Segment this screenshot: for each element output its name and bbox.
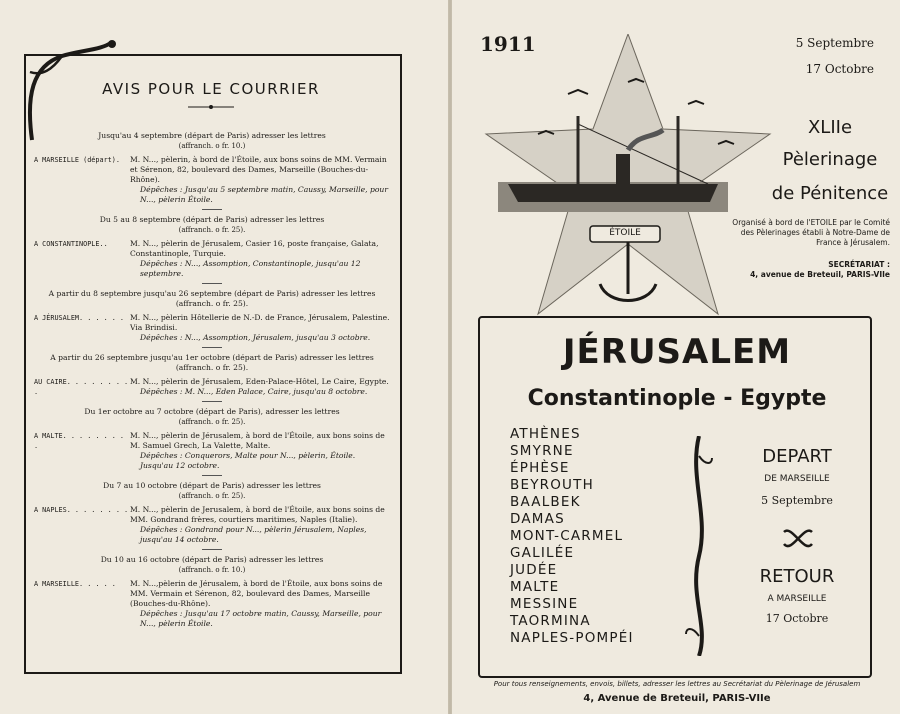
address-text: M. N..., pèlerin de Jerusalem, à bord de l'Étoile, aux bons soins de MM. Gondrand frères, courtiers maritimes, Naples (Italie). [130,505,385,524]
mail-entry [34,313,390,343]
period-text: Du 7 au 10 octobre (départ de Paris) adresser les lettres [103,481,321,490]
scroll-ornament-icon [780,524,816,554]
postage: (affranch. o fr. 25). [178,226,246,234]
return-place: A MARSEILLE [767,594,827,604]
destination-item: DAMAS [510,511,565,527]
departure-date: 5 Septembre [761,494,833,507]
postage: (affranch. o fr. 25). [178,492,246,500]
destination-item: ÉPHÈSE [510,460,570,476]
title-ornament-icon [188,104,234,110]
period-text: A partir du 26 septembre jusqu'au 1er octobre (départ de Paris) adresser les lettres (affranch. o fr. 25). [50,353,374,372]
right-page [452,0,900,714]
city-label: AU CAIRE. . . . . . . . . [34,378,129,396]
telegram-text: Dépêches : N..., Assomption, Jérusalem, jusqu'au 3 octobre. [140,333,371,342]
destination-item: NAPLES-POMPÉI [510,630,634,646]
mail-entry [34,579,390,629]
destination-list [510,426,634,647]
postage: (affranch. o fr. 25). [178,418,246,426]
left-page [0,0,448,714]
destination-item: ATHÈNES [510,426,581,442]
telegram-text: Dépêches : Gondrand pour N..., pèlerin Jérusalem, Naples, jusqu'au 14 octobre. [140,525,367,544]
return-label: RETOUR [759,566,835,587]
footer-info: Pour tous renseignements, envois, billets, adresser les lettres au Secrétariat du Pèlerinage de Jérusalem [493,680,861,688]
star-ship-illustration-icon [478,34,778,324]
end-date: 17 Octobre [805,62,874,76]
city-label: A MARSEILLE. . . . . [34,580,116,588]
penitence-label: de Pénitence [771,183,889,204]
organizer-text: Organisé à bord de l'ETOILE par le Comité des Pèlerinages établi à Notre-Dame de France à Jérusalem. [732,218,890,247]
destination-item: JUDÉE [510,562,558,578]
return-date: 17 Octobre [765,612,829,625]
mail-schedule [34,126,390,629]
pilgrimage-label: Pèlerinage [782,149,878,170]
destination-item: BAALBEK [510,494,581,510]
address-text: M. N..., pèlerin, à bord de l'Étoile, aux bons soins de MM. Vermain et Sérenon, 82, boulevard des Dames, Marseille (Bouches-du-Rhône). [130,155,387,184]
telegram-text: Dépêches : Conquerors, Malte pour N..., pèlerin, Étoile. Jusqu'au 12 octobre. [140,451,356,470]
mail-entry [34,505,390,545]
telegram-text: Dépêches : M. N..., Eden Palace, Caire, jusqu'au 8 octobre. [140,387,368,396]
address-text: M. N...,pèlerin de Jérusalem, à bord de l'Étoile, aux bons soins de MM. Vermain et Sérenon, 82, boulevard des Dames, Marseille (Bouches-du-Rhône). [130,579,383,608]
year: 1911 [480,32,536,56]
secretariat-label: SECRÉTARIAT : [828,260,890,269]
destination-item: MONT-CARMEL [510,528,624,544]
edition-number: XLIIe [807,117,853,138]
city-label: A JÉRUSALEM. . . . . . [34,314,125,322]
mail-section [34,555,390,629]
departure-label: DEPART [762,446,832,467]
departure-place: DE MARSEILLE [764,474,830,484]
mail-entry [34,377,390,397]
mail-section [34,131,390,210]
period-text: Du 5 au 8 septembre (départ de Paris) adresser les lettres [99,215,325,224]
destination-item: SMYRNE [510,443,574,459]
period-text: Du 1er octobre au 7 octobre (départ de Paris), adresser les lettres [84,407,340,416]
start-date: 5 Septembre [795,36,874,50]
address-text: M. N..., pèlerin de Jérusalem, Casier 16, poste française, Galata, Constantinople, Turquie. [130,239,379,258]
mail-entry [34,155,390,205]
period-text: Jusqu'au 4 septembre (départ de Paris) adresser les lettres [98,131,326,140]
divider [202,549,222,550]
page-title: AVIS POUR LE COURRIER [102,80,320,98]
postage: (affranch. o fr. 10.) [178,566,246,574]
period-text: A partir du 8 septembre jusqu'au 26 septembre (départ de Paris) adresser les lettres (affranch. o fr. 25). [48,289,376,308]
city-label: A CONSTANTINOPLE.. [34,240,108,248]
divider [202,347,222,348]
city-label: A MARSEILLE (départ). [34,156,120,164]
ship-name-label: ÉTOILE [609,228,641,238]
mail-section [34,407,390,476]
destination-item: MESSINE [510,596,579,612]
divider [202,209,222,210]
mail-section [34,215,390,284]
destination-item: MALTE [510,579,560,595]
destination-item: TAORMINA [510,613,591,629]
address-text: M. N..., pèlerin de Jérusalem, à bord de l'Étoile, aux bons soins de M. Samuel Grech, La Valette, Malte. [130,431,385,450]
mail-section [34,353,390,402]
vine-ornament-icon [684,436,714,656]
city-label: A NAPLES. . . . . . . . [34,506,129,514]
destination-item: BEYROUTH [510,477,594,493]
subtitle: Constantinople - Egypte [527,386,827,411]
telegram-text: Dépêches : Jusqu'au 5 septembre matin, Caussy, Marseille, pour N..., pèlerin Étoile. [140,185,388,204]
divider [202,401,222,402]
telegram-text: Dépêches : N..., Assomption, Constantinople, jusqu'au 12 septembre. [140,259,361,278]
mail-section [34,481,390,550]
footer-address: 4, Avenue de Breteuil, PARIS-VIIe [583,693,771,704]
destination-item: GALILÉE [510,545,575,561]
divider [202,475,222,476]
city-label: A MALTE. . . . . . . . . [34,432,125,450]
mail-section [34,289,390,348]
mail-entry [34,431,390,471]
telegram-text: Dépêches : Jusqu'au 17 octobre matin, Caussy, Marseille, pour N..., pèlerin Étoile. [140,609,382,628]
divider [202,283,222,284]
main-title: JÉRUSALEM [562,332,792,372]
address-text: M. N..., pèlerin Hôtellerie de N.-D. de France, Jérusalem, Palestine. Via Brindisi. [130,313,390,332]
secretariat-address: 4, avenue de Breteuil, PARIS-VIIe [750,270,890,279]
mail-entry [34,239,390,279]
secretariat [720,260,890,280]
address-text: M. N..., pèlerin de Jérusalem, Eden-Palace-Hôtel, Le Caire, Egypte. [130,377,389,386]
period-text: Du 10 au 16 octobre (départ de Paris) adresser les lettres [100,555,324,564]
postage: (affranch. o fr. 10.) [178,142,246,150]
